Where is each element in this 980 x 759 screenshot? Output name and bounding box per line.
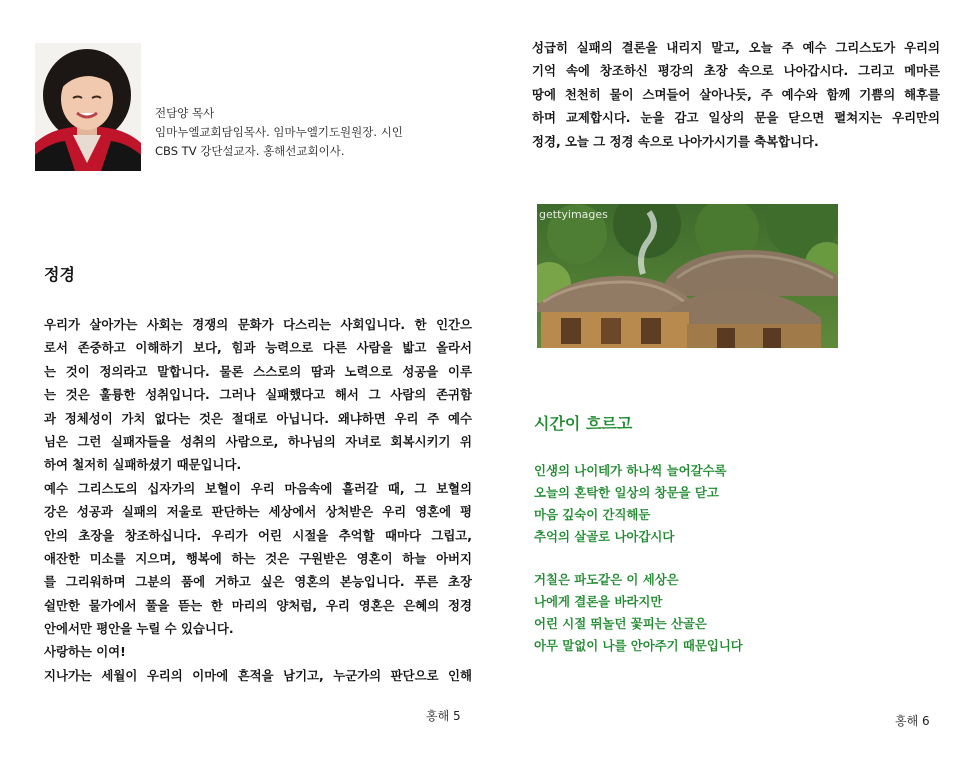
body-line: 님은 그런 실패자들을 성취의 사람으로, 하나님의 자녀로 회복시키기 위 — [44, 433, 472, 449]
body-line: 를 그리워하며 그분의 품에 거하고 싶은 영혼의 본능입니다. 푸른 초장 — [44, 574, 472, 590]
body-line: 정경, 오늘 그 정경 속으로 나아가시기를 축복합니다. — [532, 133, 819, 149]
thatched-house-photo — [537, 204, 838, 348]
author-name: 전담양 목사 — [155, 106, 215, 120]
stanza-gap — [534, 548, 743, 569]
body-line: 예수 그리스도의 십자가의 보혈이 우리 마음속에 흘러갈 때, 그 보혈의 — [44, 480, 472, 496]
author-role-1: 임마누엘교회담임목사. 임마누엘기도원원장. 시인 — [155, 125, 403, 139]
author-photo — [35, 43, 141, 171]
right-page — [490, 0, 980, 759]
body-line: 기억 속에 창조하신 평강의 초장 속으로 나아갑시다. 그리고 메마른 — [532, 63, 940, 79]
poem-title: 시간이 흐르고 — [534, 414, 633, 433]
poem-line: 인생의 나이테가 하나씩 늘어갈수록 — [534, 463, 727, 478]
body-line: 로서 존중하고 이해하기 보다, 힘과 능력으로 다른 사람을 밟고 올라서 — [44, 340, 472, 356]
poem-line: 추억의 살골로 나아갑시다 — [534, 529, 675, 544]
author-role-2: CBS TV 강단설교자. 홍해선교회이사. — [155, 144, 345, 158]
body-line: 쉴만한 물가에서 풀을 뜯는 한 마리의 양처럼, 우리 영혼은 은혜의 정경 — [44, 597, 472, 613]
author-info — [155, 104, 403, 161]
article-heading: 정경 — [44, 265, 75, 284]
body-line: 지나가는 세월이 우리의 이마에 흔적을 남기고, 누군가의 판단으로 인해 — [44, 667, 472, 683]
body-line: 하여 철저히 실패하셨기 때문입니다. — [44, 457, 242, 473]
body-line: 성급히 실패의 결론을 내리지 말고, 오늘 주 예수 그리스도가 우리의 — [532, 40, 940, 55]
body-line: 는 것은 훌륭한 성취입니다. 그러나 실패했다고 해서 그 사람의 존귀함 — [44, 387, 472, 403]
poem-line: 어린 시절 뛰놀던 꽃피는 산골은 — [534, 616, 707, 631]
body-line: 과 정체성이 가치 없다는 것은 절대로 아닙니다. 왜냐하면 우리 주 예수 — [44, 410, 472, 426]
page-number-right: 홍해 6 — [895, 714, 930, 728]
body-line: 땅에 천천히 물이 스며들어 살아나듯, 주 예수와 함께 기쁨의 해후를 — [532, 86, 940, 102]
poem-line: 오늘의 혼탁한 일상의 창문을 닫고 — [534, 485, 719, 500]
photo-watermark: gettyimages — [539, 208, 608, 221]
body-line: 는 것이 정의라고 말합니다. 물론 스스로의 땀과 노력으로 성공을 이루 — [44, 363, 472, 379]
body-line: 사랑하는 이여! — [44, 644, 126, 660]
page-number-left: 홍해 5 — [426, 709, 461, 723]
body-line: 하며 교제합시다. 눈을 감고 일상의 문을 닫으면 펼쳐지는 우리만의 — [532, 110, 940, 126]
article-continuation — [532, 36, 940, 153]
body-line: 우리가 살아가는 사회는 경쟁의 문화가 다스리는 사회입니다. 한 인간으 — [44, 317, 472, 332]
poem-line: 거칠은 파도같은 이 세상은 — [534, 572, 679, 587]
body-line: 애잔한 미소를 지으며, 행복에 하는 것은 구원받은 영혼이 하늘 아버지 — [44, 550, 472, 566]
poem — [534, 460, 743, 657]
body-line: 강은 성공과 실패의 저울로 판단하는 세상에서 상처받은 우리 영혼에 평 — [44, 504, 472, 520]
poem-line: 나에게 결론을 바라지만 — [534, 594, 663, 609]
body-line: 안에서만 평안을 누릴 수 있습니다. — [44, 621, 234, 637]
poem-line: 아무 말없이 나를 안아주기 때문입니다 — [534, 638, 743, 653]
poem-line: 마음 깊숙이 간직해둔 — [534, 507, 651, 522]
article-body — [44, 313, 472, 687]
body-line: 안의 초장을 창조하십니다. 우리가 어린 시절을 추억할 때마다 그립고, — [44, 527, 472, 543]
